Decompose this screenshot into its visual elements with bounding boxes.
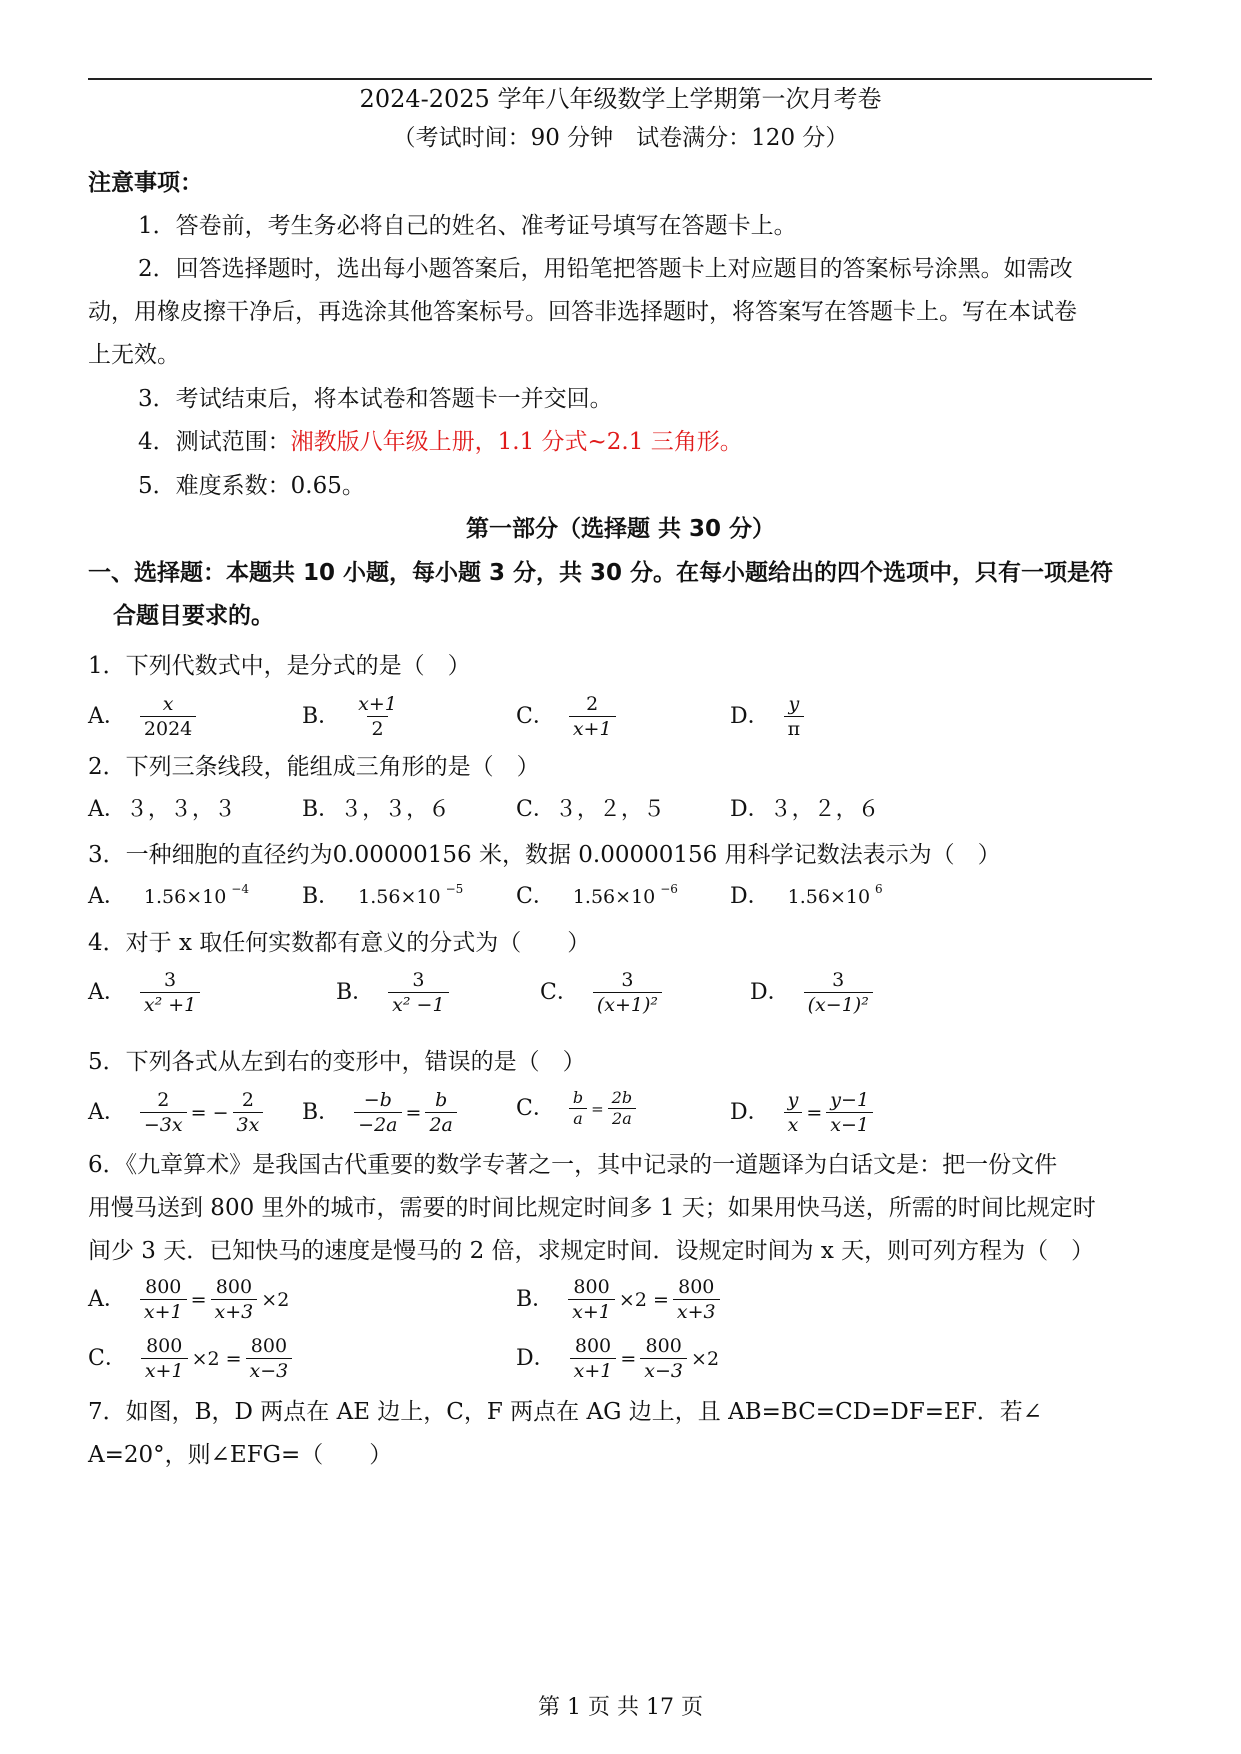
q4-stem: 4．对于 x 取任何实数都有意义的分式为（ ）	[88, 930, 591, 956]
q6-stem-1: 6．《九章算术》是我国古代重要的数学专著之一，其中记录的一道题译为白话文是：把一份文件	[88, 1152, 1058, 1178]
q5-option-d: D． $\frac{y}{x}$ = $\frac{y-1}{x-1}$	[730, 1088, 873, 1137]
q4-option-a: A． $\frac{3}{\text{x² +1}}$	[88, 968, 200, 1017]
exam-subtitle: （考试时间：90 分钟 试卷满分：120 分）	[392, 125, 849, 151]
note-5: 5．难度系数：0.65。	[138, 473, 365, 499]
q3-option-a: A． 1.56×10 −4	[88, 882, 249, 909]
q6-stem-2: 用慢马送到 800 里外的城市，需要的时间比规定时间多 1 天；如果用快马送，所需的时间比规定时	[88, 1195, 1096, 1221]
q2-stem: 2．下列三条线段，能组成三角形的是（ ）	[88, 754, 540, 780]
note-1: 1．答卷前，考生务必将自己的姓名、准考证号填写在答题卡上。	[138, 213, 797, 239]
q2-option-d: D．３，２，６	[730, 797, 880, 822]
notes-heading: 注意事项：	[88, 170, 203, 196]
section-heading: 一、选择题：本题共 10 小题，每小题 3 分，共 30 分。在每小题给出的四个选项中，只有一项是符	[88, 560, 1114, 586]
page-number: 第 1 页 共 17 页	[538, 1695, 703, 1720]
q6-option-d: D． $\frac{800}{x+1}$ = $\frac{800}{x-3}$ ×2	[516, 1335, 720, 1382]
q5-stem: 5．下列各式从左到右的变形中，错误的是（ ）	[88, 1049, 586, 1075]
q5-option-a: A． $\frac{2}{-3x}$ = − $\frac{2}{3x}$	[88, 1088, 263, 1137]
q5-option-b: B． $\frac{-b}{-2a}$ = $\frac{b}{2a}$	[302, 1088, 457, 1137]
note-4-range: 湘教版八年级上册，1.1 分式~2.1 三角形。	[290, 429, 743, 455]
q3-option-c: C． 1.56×10 −6	[516, 882, 678, 909]
note-2-end: 上无效。	[88, 342, 180, 368]
q1-option-a: A． $\frac{x}{2024}$	[88, 692, 196, 741]
note-2-cont: 动，用橡皮擦干净后，再选涂其他答案标号。回答非选择题时，将答案写在答题卡上。写在本试卷	[88, 299, 1077, 325]
q1-option-b: B． $\frac{x+1}{2}$	[302, 693, 397, 740]
q7-stem-1: 7．如图，B，D 两点在 AE 边上，C，F 两点在 AG 边上，且 AB=BC=CD=DF=EF．若∠	[88, 1399, 1043, 1425]
q3-option-d: D． 1.56×10 6	[730, 882, 883, 909]
q4-option-d: D． $\frac{3}{\text{(x−1)²}}$	[750, 968, 873, 1017]
q1-stem: 1．下列代数式中，是分式的是（ ）	[88, 653, 471, 679]
part1-title: 第一部分（选择题 共 30 分）	[465, 516, 776, 542]
q6-option-c: C． $\frac{800}{x+1}$ ×2 = $\frac{800}{x-3}$	[88, 1334, 292, 1383]
q5-option-c: C． $\frac{b}{a}$ = $\frac{2b}{2a}$	[516, 1088, 636, 1129]
q6-option-a: A． $\frac{800}{x+1}$ = $\frac{800}{x+3}$ ×2	[88, 1276, 290, 1323]
exam-title: 2024-2025 学年八年级数学上学期第一次月考卷	[359, 85, 882, 113]
q3-option-b: B． 1.56×10 −5	[302, 882, 464, 909]
note-4	[138, 427, 743, 457]
q2-option-a: A．３，３，３	[88, 797, 236, 822]
q6-stem-3: 间少 3 天．已知快马的速度是慢马的 2 倍，求规定时间．设规定时间为 x 天，则可列方程为（ ）	[88, 1238, 1095, 1264]
q6-option-b: B． $\frac{800}{x+1}$ ×2 = $\frac{800}{x+3}$	[516, 1275, 720, 1324]
q4-option-b: B． $\frac{3}{\text{x² −1}}$	[336, 968, 449, 1017]
q3-stem: 3．一种细胞的直径约为0.00000156 米，数据 0.00000156 用科学记数法表示为（ ）	[88, 842, 1001, 868]
note-3: 3．考试结束后，将本试卷和答题卡一并交回。	[138, 386, 613, 412]
note-4-prefix: 4．测试范围：	[138, 429, 291, 455]
header-rule	[88, 78, 1152, 80]
section-heading-cont: 合题目要求的。	[113, 603, 274, 629]
q7-stem-2: A=20°，则∠EFG=（ ）	[88, 1442, 393, 1468]
q2-option-c: C．３，２，５	[516, 797, 665, 822]
q4-option-c: C． $\frac{3}{\text{(x+1)²}}$	[540, 968, 662, 1017]
q1-option-c: C． $\frac{2}{x+1}$	[516, 692, 616, 741]
q2-option-b: B．３，３，６	[302, 797, 451, 822]
q1-option-d: D． $\frac{y}{\pi}$	[730, 692, 804, 741]
note-2: 2．回答选择题时，选出每小题答案后，用铅笔把答题卡上对应题目的答案标号涂黑。如需改	[138, 256, 1073, 282]
